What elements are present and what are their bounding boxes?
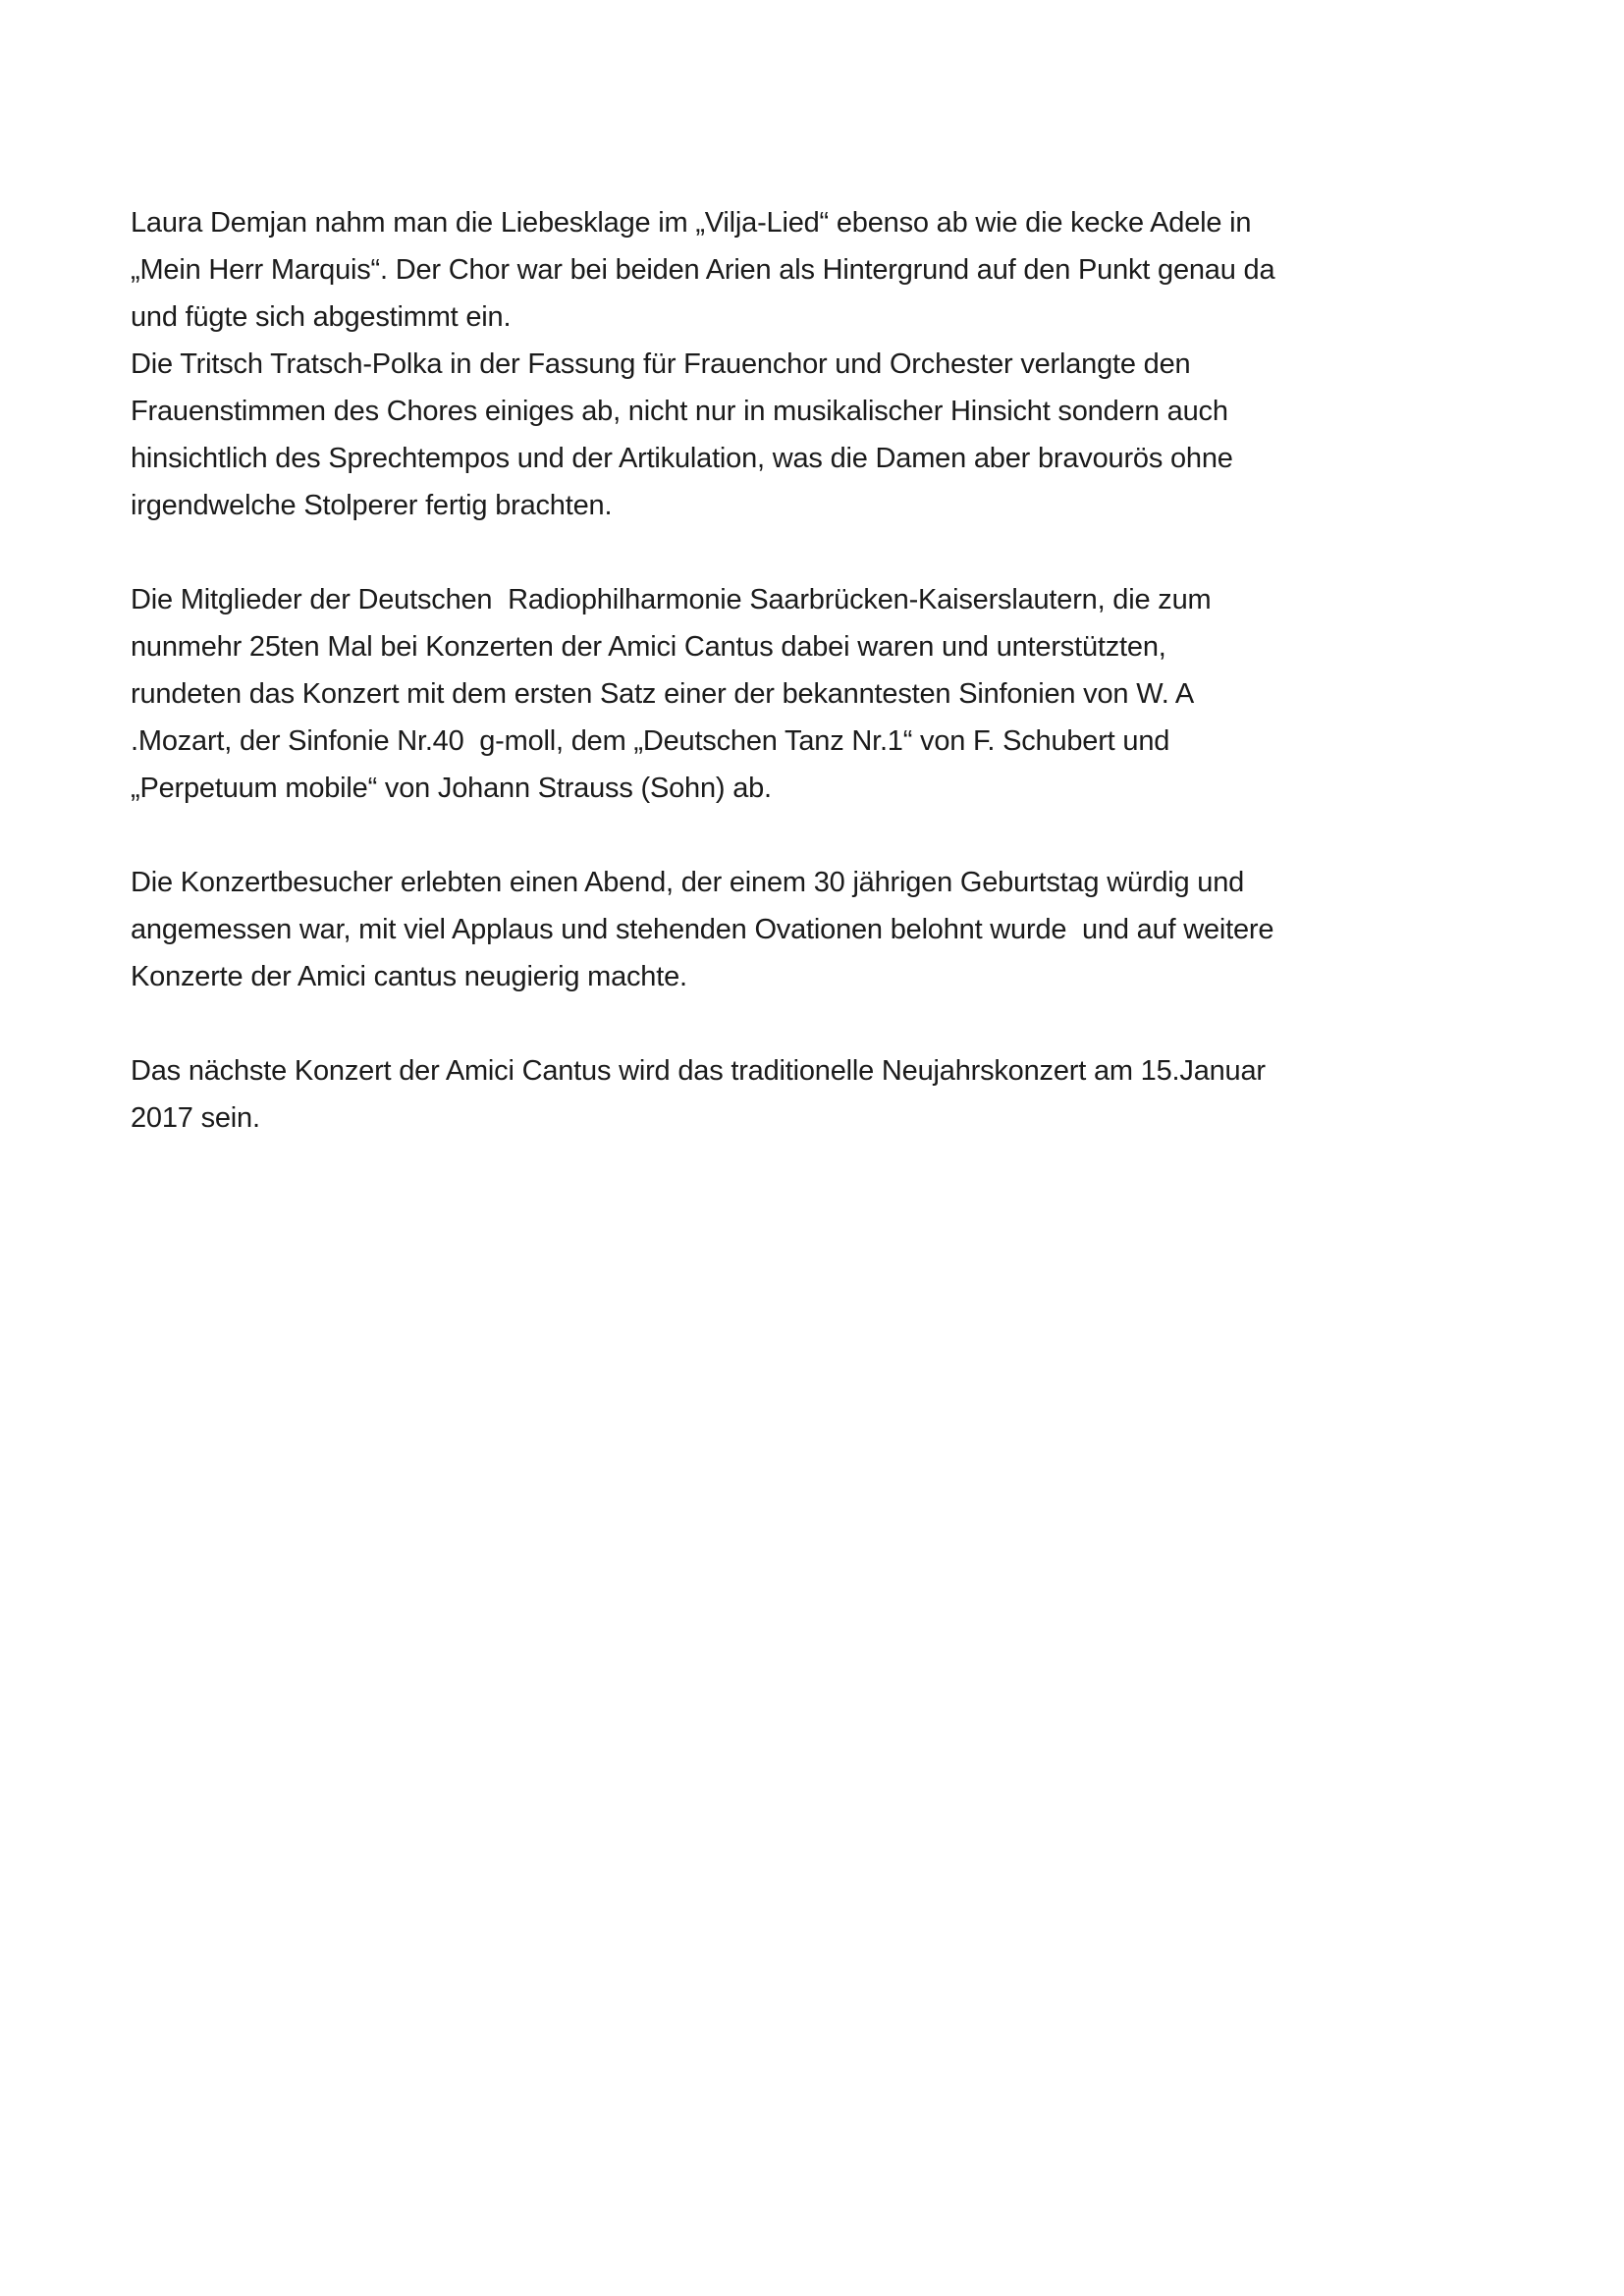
- text-line: und fügte sich abgestimmt ein.: [131, 301, 512, 333]
- text-line: angemessen war, mit viel Applaus und stehenden Ovationen belohnt wurde und auf weitere: [131, 914, 1274, 945]
- text-line: Frauenstimmen des Chores einiges ab, nicht nur in musikalischer Hinsicht sondern auch: [131, 396, 1228, 427]
- text-line: irgendwelche Stolperer fertig brachten.: [131, 490, 613, 521]
- text-line: „Perpetuum mobile“ von Johann Strauss (Sohn) ab.: [131, 773, 772, 804]
- text-line: .Mozart, der Sinfonie Nr.40 g-moll, dem „Deutschen Tanz Nr.1“ von F. Schubert und: [131, 725, 1170, 757]
- text-line: 2017 sein.: [131, 1102, 260, 1134]
- text-line: Die Mitglieder der Deutschen Radiophilharmonie Saarbrücken-Kaiserslautern, die zum: [131, 584, 1212, 615]
- text-line: hinsichtlich des Sprechtempos und der Artikulation, was die Damen aber bravourös ohne: [131, 443, 1233, 474]
- text-line: Die Konzertbesucher erlebten einen Abend, der einem 30 jährigen Geburtstag würdig und: [131, 867, 1245, 898]
- paragraph-1: [131, 199, 1466, 529]
- text-line: Das nächste Konzert der Amici Cantus wird das traditionelle Neujahrskonzert am 15.Januar: [131, 1055, 1266, 1087]
- text-line: Konzerte der Amici cantus neugierig machte.: [131, 961, 687, 992]
- paragraph-3: [131, 859, 1466, 1000]
- text-line: „Mein Herr Marquis“. Der Chor war bei beiden Arien als Hintergrund auf den Punkt genau da: [131, 254, 1275, 286]
- text-line: rundeten das Konzert mit dem ersten Satz einer der bekanntesten Sinfonien von W. A: [131, 678, 1195, 710]
- text-line: Laura Demjan nahm man die Liebesklage im „Vilja-Lied“ ebenso ab wie die kecke Adele in: [131, 207, 1252, 239]
- paragraph-2: [131, 576, 1466, 812]
- document-content: [131, 199, 1466, 1142]
- paragraph-4: [131, 1047, 1466, 1142]
- text-line: nunmehr 25ten Mal bei Konzerten der Amici Cantus dabei waren und unterstützten,: [131, 631, 1166, 663]
- text-line: Die Tritsch Tratsch-Polka in der Fassung für Frauenchor und Orchester verlangte den: [131, 348, 1191, 380]
